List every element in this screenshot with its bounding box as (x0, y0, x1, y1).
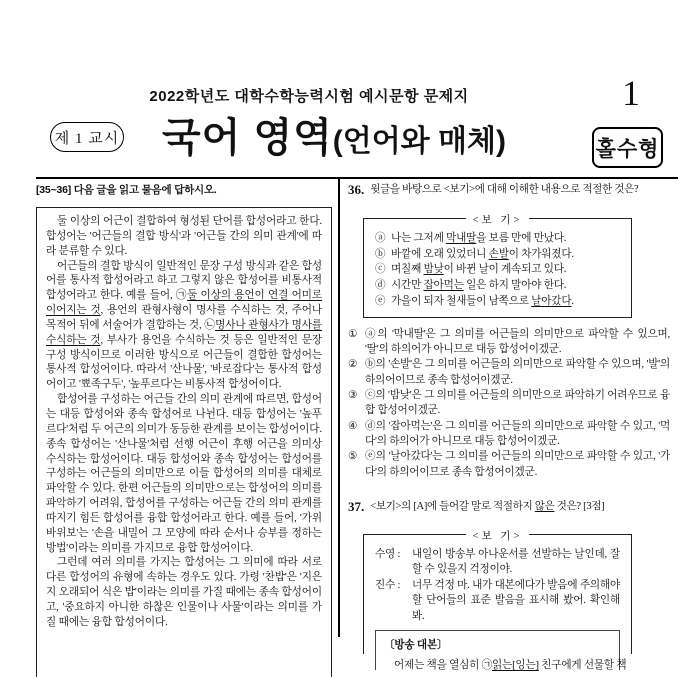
answer-option (348, 357, 670, 388)
page-number: 1 (622, 73, 640, 113)
dialog-speaker: 진수 : (375, 579, 401, 591)
q37-dialog (375, 547, 620, 625)
q36-bogi-items (375, 231, 620, 310)
bogi-item-text: 며칠째 밤낮이 바뀐 날이 계속되고 있다. (391, 264, 567, 276)
dialog-text: 내일이 방송부 아나운서를 선발하는 날인데, 잘할 수 있을지 걱정이야. (412, 548, 620, 576)
question-37-number: 37. (348, 498, 365, 514)
q36-options (348, 327, 670, 480)
broadcast-script-title: 〔방송 대본〕 (384, 640, 448, 652)
bogi-example-item (375, 231, 620, 247)
q36-bogi-box (363, 215, 632, 318)
bogi-example-item (375, 262, 620, 278)
question-37-header (348, 499, 670, 514)
broadcast-script-line: 어제는 책을 열심히 ㉠읽는[잉는] 친구에게 선물할 책 (394, 660, 627, 672)
header-divider (36, 177, 678, 179)
bogi-item-text: 바깥에 오래 있었더니 손발이 차가워졌다. (391, 248, 574, 260)
option-text: ⓑ의 '손발'은 그 의미를 어근들의 의미만으로 파악할 수 있으며, '발'의 하의어이므로 종속 합성어이겠군. (365, 359, 670, 386)
option-text: ⓒ의 '밤낮'은 그 의미를 어근들의 의미만으로 파악하기 어려우므로 융합 합성어이겠군. (365, 389, 670, 417)
q36-bogi-label: <보 기> (466, 212, 530, 227)
passage-paragraph: 둘 이상의 어근이 결합하여 형성된 단어를 합성어라고 한다. 합성어는 '어근들의 결합 방식'과 '어근들 간의 의미 관계'에 따라 분류할 수 있다. (46, 216, 322, 257)
bogi-item-marker: ⓒ (375, 264, 386, 276)
q37-bogi-box (363, 530, 632, 672)
bogi-item-marker: ⓓ (375, 280, 386, 292)
bogi-example-item (375, 247, 620, 263)
question-37-block (348, 498, 670, 672)
bogi-item-text: 나는 그저께 막내딸을 보름 만에 만났다. (391, 233, 567, 244)
option-marker: ② (348, 359, 358, 371)
option-marker: ⑤ (348, 451, 358, 463)
passage-box (36, 207, 332, 677)
right-column (348, 182, 670, 672)
question-36-stem: 윗글을 바탕으로 <보기>에 대해 이해한 내용으로 적절한 것은? (370, 184, 639, 195)
dialog-line (375, 578, 620, 625)
subject-title (120, 106, 548, 163)
answer-option (348, 327, 670, 358)
answer-option (348, 449, 670, 480)
paper-type-badge (592, 127, 663, 168)
subject-title-main: 국어 영역 (162, 116, 333, 160)
broadcast-script-box (375, 630, 627, 672)
option-marker: ① (348, 328, 358, 340)
bogi-example-item (375, 278, 620, 294)
question-36-number: 36. (348, 182, 365, 197)
option-text: ⓔ의 '날아갔다'는 그 의미를 어근들의 의미만으로 파악할 수 있고, '가다'의 하의어이므로 종속 합성어이겠군. (365, 451, 670, 478)
dialog-text: 너무 걱정 마. 내가 대본에다가 발음에 주의해야 할 단어들의 표준 발음을 표시해 봤어. 확인해 봐. (412, 579, 620, 622)
bogi-item-marker: ⓑ (375, 248, 386, 260)
period-badge (50, 122, 124, 152)
bogi-item-text: 가을이 되자 철새들이 남쪽으로 날아갔다. (391, 295, 574, 307)
answer-option (348, 419, 670, 450)
passage-paragraph: 그런데 여러 의미를 가지는 합성어는 그 의미에 따라 서로 다른 합성어의 유형에 속하는 경우도 있다. 가령 '찬밥'은 '지은 지 오래되어 식은 밥'이라는 의미를 가질 때에는 종속 합성어이고, '중요하지 아니한 하찮은 인물이나 사물'이라는 의미를 가질 때에는 융합 합성어이다. (46, 557, 322, 628)
option-text: ⓐ의 '막내딸'은 그 의미를 어근들의 의미만으로 파악할 수 있으며, '딸'의 하의어가 아니므로 대등 합성어이겠군. (365, 328, 670, 355)
dialog-line (375, 547, 620, 578)
passage-instruction: [35~36] 다음 글을 읽고 물음에 답하시오. (36, 184, 217, 196)
bogi-item-marker: ⓔ (375, 295, 386, 307)
option-text: ⓓ의 '잡아먹는'은 그 의미를 어근들의 의미만으로 파악할 수 있고, '먹다'의 하의어가 아니므로 대등 합성어이겠군. (365, 420, 670, 447)
dialog-speaker: 수영 : (375, 548, 401, 560)
answer-option (348, 388, 670, 419)
option-marker: ③ (348, 389, 358, 401)
passage-paragraph: 어근들의 결합 방식이 일반적인 문장 구성 방식과 같은 합성어를 통사적 합성어라고 하고 그렇지 않은 합성어를 비통사적 합성어라고 한다. 예를 들어, ㉠둘 이상의 용언이 연결 어미로 이어지는 것, 용언의 관형사형이 명사를 수식하는 것, 주어나 목적어 뒤에 서술어가 결합하는 것, ㉡명사나 관형사가 명사를 수식하는 것, 부사가 용언을 수식하는 것 등은 일반적인 문장 구성 방식이므로 이러한 방식으로 어근들이 결합한 합성어는 통사적 합성어이다. 따라서 '산나물', '바로잡다'는 통사적 합성어이고 '뾰족구두', '높푸르다'는 비통사적 합성어이다. (46, 260, 323, 391)
bogi-item-marker: ⓐ (375, 233, 386, 244)
bogi-item-text: 시간만 잡아먹는 일은 하지 말아야 한다. (391, 280, 567, 292)
question-37-stem: <보기>의 [A]에 들어갈 말로 적절하지 않은 것은? [3점] (370, 500, 605, 512)
passage-paragraph: 합성어를 구성하는 어근들 간의 의미 관계에 따르면, 합성어는 대등 합성어와 종속 합성어로 나뉜다. 대등 합성어는 '높푸르다'처럼 두 어근의 의미가 동등한 관계를 보이는 합성어이다. 종속 합성어는 '산나물'처럼 선행 어근이 후행 어근을 의미상 수식하는 합성어이다. 대등 합성어와 종속 합성어는 합성어를 구성하는 어근들의 의미만으로 이들 합성어의 의미를 대체로 파악할 수 있다. 한편 어근들의 의미만으로는 합성어의 의미를 파악하기 어려워, 합성어를 구성하는 어근들 간의 의미 관계를 따지기 힘든 합성어를 융합 합성어라고 한다. 예를 들어, '가위바위보'는 '손을 내밀어 그 모양에 따라 순서나 승부를 정하는 방법'이라는 의미를 가지므로 융합 합성어이다. (46, 394, 322, 554)
subject-title-sub: (언어와 매체) (332, 125, 506, 158)
exam-title: 2022학년도 대학수학능력시험 예시문항 문제지 (149, 88, 469, 105)
period-label: 제 1 교시 (54, 130, 120, 147)
q37-bogi-label: <보 기> (466, 528, 530, 543)
bogi-example-item (375, 294, 620, 310)
left-column (36, 182, 332, 677)
question-36-header (348, 182, 670, 197)
paper-type-label: 홀수형 (595, 137, 660, 161)
column-divider (338, 179, 340, 637)
option-marker: ④ (348, 420, 358, 432)
